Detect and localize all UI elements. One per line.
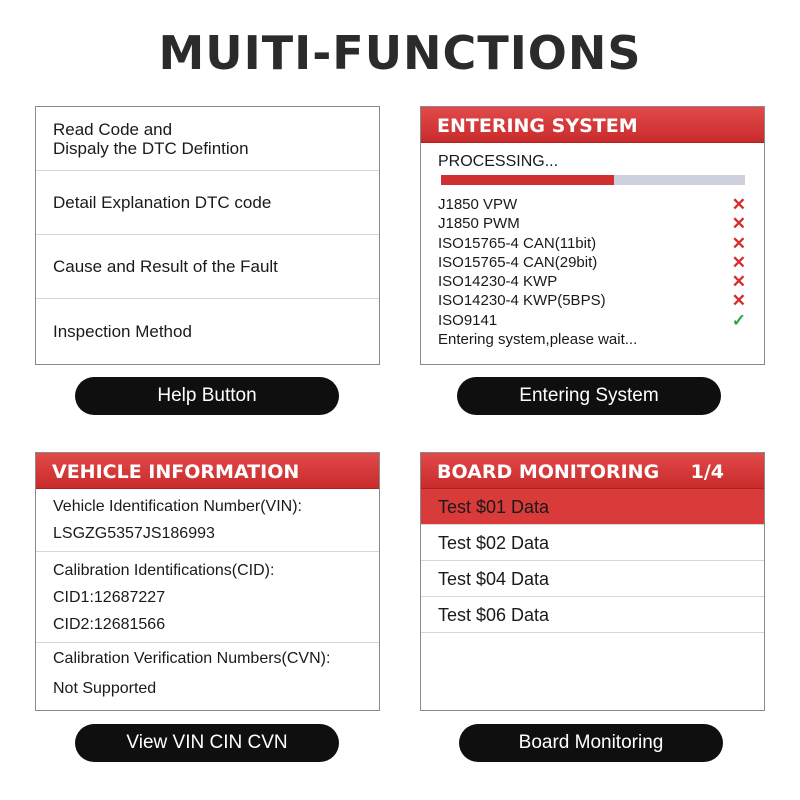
vin-value: LSGZG5357JS186993 xyxy=(53,525,215,542)
fail-x-icon: ✕ xyxy=(731,291,746,311)
help-row-label: Detail Explanation DTC code xyxy=(53,193,272,212)
entering-system-header: ENTERING SYSTEM xyxy=(421,107,764,143)
help-row-cause-result[interactable] xyxy=(36,235,379,299)
fail-x-icon: ✕ xyxy=(731,272,746,292)
protocol-name: J1850 PWM xyxy=(438,215,520,233)
protocol-row xyxy=(421,253,764,272)
page-indicator: 1/4 xyxy=(690,461,724,483)
board-monitoring-caption: Board Monitoring xyxy=(459,724,723,762)
vehicle-information-panel xyxy=(35,452,380,711)
fail-x-icon: ✕ xyxy=(731,233,746,253)
help-row-label: Cause and Result of the Fault xyxy=(53,257,278,276)
entering-wait-message: Entering system,please wait... xyxy=(438,331,638,349)
protocol-name: ISO14230-4 KWP xyxy=(438,273,558,291)
protocol-row xyxy=(421,272,764,291)
vehicle-information-header: VEHICLE INFORMATION xyxy=(36,453,379,489)
board-monitoring-title: BOARD MONITORING xyxy=(437,461,660,483)
board-item-test-06[interactable]: Test $06 Data xyxy=(421,597,764,633)
help-panel xyxy=(35,106,380,365)
help-row-label: Inspection Method xyxy=(53,321,192,341)
protocol-row xyxy=(421,234,764,253)
cvn-value: Not Supported xyxy=(53,680,157,697)
board-monitoring-panel xyxy=(420,452,765,711)
protocol-name: ISO15765-4 CAN(29bit) xyxy=(438,253,598,271)
help-row-label: Read Code and xyxy=(53,119,173,139)
cvn-label: Calibration Verification Numbers(CVN): xyxy=(53,650,331,667)
protocol-row xyxy=(421,291,764,310)
cid1-value: CID1:12687227 xyxy=(53,589,166,606)
vin-section xyxy=(36,489,379,552)
fail-x-icon: ✕ xyxy=(731,252,746,272)
cid-label: Calibration Identifications(CID): xyxy=(53,562,275,579)
help-row-inspection-method[interactable] xyxy=(36,299,379,363)
protocol-row xyxy=(421,195,764,214)
board-item-test-01[interactable]: Test $01 Data xyxy=(421,489,764,525)
fail-x-icon: ✕ xyxy=(731,195,746,214)
vin-label: Vehicle Identification Number(VIN): xyxy=(53,498,302,515)
help-row-read-code[interactable] xyxy=(36,107,379,171)
protocol-row xyxy=(421,214,764,233)
help-row-detail-explanation[interactable] xyxy=(36,171,379,235)
page-title: MUITI-FUNCTIONS xyxy=(158,26,642,80)
help-row-label-2: Dispaly the DTC Defintion xyxy=(53,138,249,158)
help-button-caption: Help Button xyxy=(75,377,339,415)
protocol-name: J1850 VPW xyxy=(438,196,518,213)
protocol-name: ISO15765-4 CAN(11bit) xyxy=(438,234,597,252)
board-item-test-04[interactable]: Test $04 Data xyxy=(421,561,764,597)
progress-fill xyxy=(441,175,614,185)
protocol-name: ISO14230-4 KWP(5BPS) xyxy=(438,292,606,310)
cid-section xyxy=(36,552,379,643)
protocol-list xyxy=(421,195,764,330)
cvn-section xyxy=(36,643,379,702)
processing-label: PROCESSING... xyxy=(438,153,559,170)
board-item-test-02[interactable]: Test $02 Data xyxy=(421,525,764,561)
fail-x-icon: ✕ xyxy=(731,214,746,234)
cid2-value: CID2:12681566 xyxy=(53,616,166,633)
protocol-row xyxy=(421,311,764,330)
entering-system-panel xyxy=(420,106,765,365)
board-monitoring-header xyxy=(421,453,764,489)
entering-system-caption: Entering System xyxy=(457,377,721,415)
progress-bar xyxy=(441,175,745,185)
check-icon: ✓ xyxy=(731,310,746,330)
protocol-name: ISO9141 xyxy=(438,311,498,329)
view-vin-caption: View VIN CIN CVN xyxy=(75,724,339,762)
